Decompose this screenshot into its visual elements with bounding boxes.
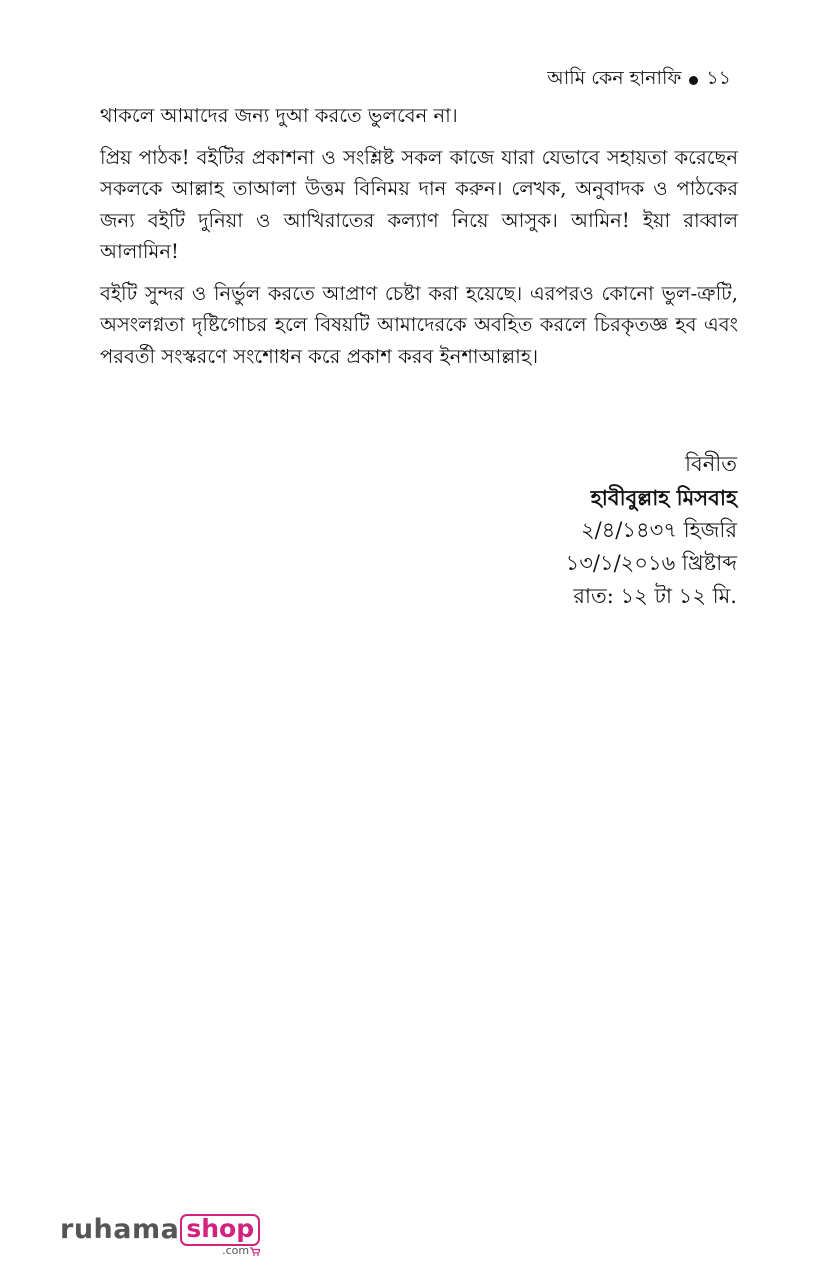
time: রাত: ১২ টা ১২ মি. xyxy=(573,584,737,608)
logo-shop-wrap xyxy=(180,1214,260,1257)
paragraph-2: প্রিয় পাঠক! বইটির প্রকাশনা ও সংশ্লিষ্ট সকল কাজে যারা যেভাবে সহায়তা করেছেন সকলকে আল্লাহ তাআলা উত্তম বিনিময় দান করুন। লেখক, অনুবাদক ও পাঠকের জন্য বইটি দুনিয়া ও আখিরাতের কল্যাণ নিয়ে আসুক। আমিন! ইয়া রাব্বাল আলামিন! xyxy=(100,145,738,263)
cart-icon xyxy=(250,1247,260,1256)
logo-shop: shop xyxy=(180,1214,260,1246)
bullet-dot xyxy=(689,76,698,85)
author-name: হাবীবুল্লাহ মিসবাহ xyxy=(590,485,737,510)
logo-ruhama: ruhama xyxy=(60,1214,180,1245)
paragraph-3: বইটি সুন্দর ও নির্ভুল করতে আপ্রাণ চেষ্টা করা হয়েছে। এরপরও কোনো ভুল-ত্রুটি, অসংলগ্নতা দৃষ্টিগোচর হলে বিষয়টি আমাদেরকে অবহিত করলে চিরকৃতজ্ঞ হব এবং পরবর্তী সংস্করণে সংশোধন করে প্রকাশ করব ইনশাআল্লাহ। xyxy=(100,281,738,368)
gregorian-date: ১৩/১/২০১৬ খ্রিষ্টাব্দ xyxy=(565,551,737,575)
running-header xyxy=(547,64,731,96)
watermark-logo xyxy=(60,1214,260,1257)
paragraph-1: থাকলে আমাদের জন্য দুআ করতে ভুলবেন না। xyxy=(100,104,458,127)
logo-domain-text: .com xyxy=(222,1244,250,1257)
logo-domain xyxy=(222,1244,260,1257)
signature-block xyxy=(566,448,737,613)
hijri-date: ২/৪/১৪৩৭ হিজরি xyxy=(580,518,737,542)
body-text xyxy=(100,100,738,382)
closing: বিনীত xyxy=(685,452,737,476)
page-number: ১১ xyxy=(706,67,731,89)
header-title: আমি কেন হানাফি xyxy=(547,67,682,89)
